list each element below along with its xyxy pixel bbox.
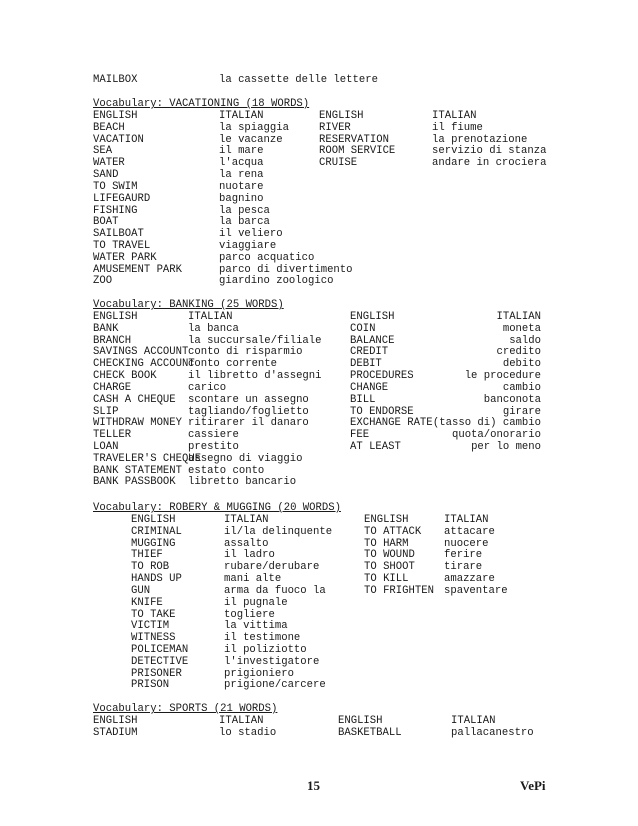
vacationing-row [0, 123, 638, 135]
cell-italian-1: tagliando/foglietto [188, 405, 309, 418]
banking-row [0, 324, 638, 336]
cell-italian-1: viaggiare [219, 240, 277, 253]
cell-english-2: TO SHOOT [364, 561, 415, 574]
cell-italian-1: estato conto [188, 464, 265, 477]
cell-italian-1: la barca [219, 216, 270, 229]
cell-english-2: AT LEAST [350, 441, 401, 454]
header-english-1: ENGLISH [131, 514, 176, 526]
cell-italian-2: banconota [483, 393, 541, 406]
cell-english-1: PRISONER [131, 667, 182, 680]
cell-english-1: TO TRAVEL [93, 240, 151, 253]
header-italian-2: ITALIAN [432, 110, 477, 122]
cell-english-1: HANDS UP [131, 573, 182, 586]
cell-english-1: TO ROB [131, 561, 170, 574]
cell-english-1: BANK STATEMENT [93, 464, 183, 477]
cell-english-2: COIN [350, 322, 376, 335]
cell-english-2: BILL [350, 393, 376, 406]
cell-italian-2: amazzare [444, 573, 495, 586]
banking-title: Vocabulary: BANKING (25 WORDS) [93, 299, 284, 311]
robbery-row [0, 633, 638, 645]
cell-english-1: LIFEGAURD [93, 192, 151, 205]
banking-row [0, 477, 638, 489]
sports-title: Vocabulary: SPORTS (21 WORDS) [93, 703, 278, 715]
cell-english-1: TO TAKE [131, 608, 176, 621]
cell-italian-1: nuotare [219, 180, 264, 193]
footer-author: VePi [520, 778, 546, 793]
cell-english-1: BANK [93, 322, 119, 335]
cell-english-1: POLICEMAN [131, 644, 189, 657]
header-italian-1: ITALIAN [224, 514, 269, 526]
mailbox-row [0, 75, 638, 87]
robbery-row [0, 645, 638, 657]
cell-italian-1: la pesca [219, 204, 270, 217]
cell-italian-2: moneta [502, 322, 541, 335]
cell-english-1: TELLER [93, 429, 132, 442]
cell-english-2: CHANGE [350, 381, 389, 394]
cell-english-2: RESERVATION [319, 133, 389, 146]
cell-english-2: BASKETBALL [338, 726, 402, 739]
cell-italian-1: prigioniero [224, 667, 294, 680]
sports-row [0, 728, 638, 740]
cell-italian-2: la prenotazione [432, 133, 528, 146]
cell-english-2: TO WOUND [364, 549, 415, 562]
cell-italian-1: mani alte [224, 573, 282, 586]
robbery-title-row [0, 503, 638, 515]
cell-italian-2: spaventare [444, 584, 508, 597]
robbery-row [0, 539, 638, 551]
cell-english-1: BRANCH [93, 334, 132, 347]
cell-italian-1: il veliero [219, 228, 283, 241]
cell-italian-2: ferire [444, 549, 483, 562]
robbery-row [0, 680, 638, 692]
header-italian-1: ITALIAN [188, 311, 233, 323]
cell-english-1: CHECK BOOK [93, 370, 157, 383]
cell-italian-1: il mare [219, 145, 264, 158]
vacationing-title: Vocabulary: VACATIONING (18 WORDS) [93, 98, 310, 110]
cell-italian-2: quota/onorario [451, 429, 541, 442]
header-italian-1: ITALIAN [219, 110, 264, 122]
cell-english-1: THIEF [131, 549, 163, 562]
cell-italian-2: saldo [509, 334, 541, 347]
cell-english-1: SEA [93, 145, 113, 158]
robbery-row [0, 598, 638, 610]
cell-english-1: CASH A CHEQUE [93, 393, 176, 406]
header-english-2: ENGLISH [319, 110, 364, 122]
cell-italian-1: giardino zoologico [219, 275, 334, 288]
cell-italian-1: il pugnale [224, 596, 288, 609]
robbery-row [0, 586, 638, 598]
cell-english-1: SLIP [93, 405, 119, 418]
cell-italian-1: la succursale/filiale [188, 334, 322, 347]
header-italian-2: ITALIAN [444, 514, 489, 526]
cell-italian-1: la banca [188, 322, 239, 335]
cell-italian-1: scontare un assegno [188, 393, 309, 406]
cell-english-2: DEBIT [350, 358, 382, 371]
cell-italian-1: ritirarer il danaro [188, 417, 309, 430]
cell-italian-1: carico [188, 381, 227, 394]
cell-english-2: CRUISE [319, 157, 358, 170]
cell-italian-1: parco di divertimento [219, 263, 353, 276]
cell-italian-2: servizio di stanza [432, 145, 547, 158]
robbery-row [0, 657, 638, 669]
header-english-2: ENGLISH [350, 311, 395, 323]
cell-italian-2: girare [502, 405, 541, 418]
vacationing-row [0, 194, 638, 206]
cell-italian-1: l'investigatore [224, 655, 320, 668]
cell-italian-1: il testimone [224, 632, 301, 645]
cell-italian-1: prigione/carcere [224, 679, 326, 692]
header-italian-2: ITALIAN [496, 311, 541, 323]
cell-english-2: TO ATTACK [364, 525, 422, 538]
cell-italian-2: cambio [502, 381, 541, 394]
cell-italian-1: conto corrente [188, 358, 278, 371]
cell-italian-1: cassiere [188, 429, 239, 442]
cell-italian-1: lo stadio [219, 726, 277, 739]
cell-italian-1: la vittima [224, 620, 288, 633]
cell-english-1: LOAN [93, 441, 119, 454]
robbery-row [0, 562, 638, 574]
cell-italian-2: attacare [444, 525, 495, 538]
cell-italian-1: il libretto d'assegni [188, 370, 322, 383]
cell-italian-2: tirare [444, 561, 483, 574]
cell-italian-1: togliere [224, 608, 275, 621]
vacationing-row [0, 276, 638, 288]
cell-english-2: TO KILL [364, 573, 409, 586]
cell-english-1: BEACH [93, 121, 125, 134]
cell-english-1: WITNESS [131, 632, 176, 645]
banking-row [0, 395, 638, 407]
cell-italian-2: credito [496, 346, 541, 359]
cell-italian-1: conto di risparmio [188, 346, 303, 359]
robbery-row [0, 610, 638, 622]
cell-english-1: SAVINGS ACCOUNT [93, 346, 189, 359]
cell-italian-1: il ladro [224, 549, 275, 562]
cell-italian-1: assalto [224, 537, 269, 550]
cell-italian-1: arma da fuoco la [224, 584, 326, 597]
cell-italian-1: le vacanze [219, 133, 283, 146]
cell-english-2: TO HARM [364, 537, 409, 550]
cell-italian-1: l'acqua [219, 157, 264, 170]
cell-english-1: TRAVELER'S CHEQUE [93, 452, 202, 465]
cell-italian-1: libretto bancario [188, 476, 297, 489]
header-english-1: ENGLISH [93, 311, 138, 323]
cell-english-1: VICTIM [131, 620, 170, 633]
page-number: 15 [307, 778, 320, 793]
cell-italian-1: bagnino [219, 192, 264, 205]
header-italian-1: ITALIAN [219, 715, 264, 727]
cell-italian-2: andare in crociera [432, 157, 547, 170]
cell-italian-2: nuocere [444, 537, 489, 550]
cell-english-2: TO ENDORSE [350, 405, 414, 418]
cell-italian-2: (tasso di) cambio [432, 417, 541, 430]
cell-english-1: GUN [131, 584, 151, 597]
header-italian-2: ITALIAN [451, 715, 496, 727]
cell-italian-1: rubare/derubare [224, 561, 320, 574]
cell-english-1: MUGGING [131, 537, 176, 550]
cell-italian-2: debito [502, 358, 541, 371]
cell-italian-1: il/la delinquente [224, 525, 333, 538]
cell-english-2: CREDIT [350, 346, 389, 359]
cell-english-2: EXCHANGE RATE [350, 417, 433, 430]
cell-english-1: ZOO [93, 275, 113, 288]
cell-english-1: STADIUM [93, 726, 138, 739]
cell-italian-2: le procedure [464, 370, 541, 383]
header-english-1: ENGLISH [93, 110, 138, 122]
cell-english-1: BANK PASSBOOK [93, 476, 176, 489]
cell-english-1: DETECTIVE [131, 655, 189, 668]
cell-italian-1: prestito [188, 441, 239, 454]
cell-italian-2: pallacanestro [451, 726, 534, 739]
cell-english-1: SAND [93, 169, 119, 182]
cell-italian-2: per lo meno [471, 441, 541, 454]
mailbox-english: MAILBOX [93, 74, 138, 86]
header-english-2: ENGLISH [364, 514, 409, 526]
cell-english-2: RIVER [319, 121, 351, 134]
cell-english-1: KNIFE [131, 596, 163, 609]
cell-italian-1: assegno di viaggio [188, 452, 303, 465]
cell-italian-1: la rena [219, 169, 264, 182]
robbery-row [0, 527, 638, 539]
cell-english-2: ROOM SERVICE [319, 145, 396, 158]
robbery-row [0, 621, 638, 633]
cell-english-1: CRIMINAL [131, 525, 182, 538]
cell-english-1: BOAT [93, 216, 119, 229]
cell-italian-2: il fiume [432, 121, 483, 134]
cell-italian-1: il poliziotto [224, 644, 307, 657]
cell-english-1: SAILBOAT [93, 228, 144, 241]
cell-english-1: CHARGE [93, 381, 132, 394]
header-english-2: ENGLISH [338, 715, 383, 727]
cell-italian-1: la spiaggia [219, 121, 289, 134]
cell-english-2: BALANCE [350, 334, 395, 347]
cell-english-2: FEE [350, 429, 370, 442]
cell-english-2: PROCEDURES [350, 370, 414, 383]
cell-english-2: TO FRIGHTEN [364, 584, 434, 597]
cell-english-1: CHECKING ACCOUNT [93, 358, 195, 371]
cell-english-1: WATER [93, 157, 125, 170]
mailbox-italian: la cassette delle lettere [219, 74, 378, 86]
cell-english-1: WATER PARK [93, 251, 157, 264]
robbery-title: Vocabulary: ROBERY & MUGGING (20 WORDS) [93, 502, 341, 514]
cell-english-1: AMUSEMENT PARK [93, 263, 183, 276]
header-english-1: ENGLISH [93, 715, 138, 727]
cell-english-1: VACATION [93, 133, 144, 146]
cell-english-1: WITHDRAW MONEY [93, 417, 183, 430]
cell-english-1: TO SWIM [93, 180, 138, 193]
cell-english-1: FISHING [93, 204, 138, 217]
cell-english-1: PRISON [131, 679, 170, 692]
robbery-row [0, 550, 638, 562]
cell-italian-1: parco acquatico [219, 251, 315, 264]
